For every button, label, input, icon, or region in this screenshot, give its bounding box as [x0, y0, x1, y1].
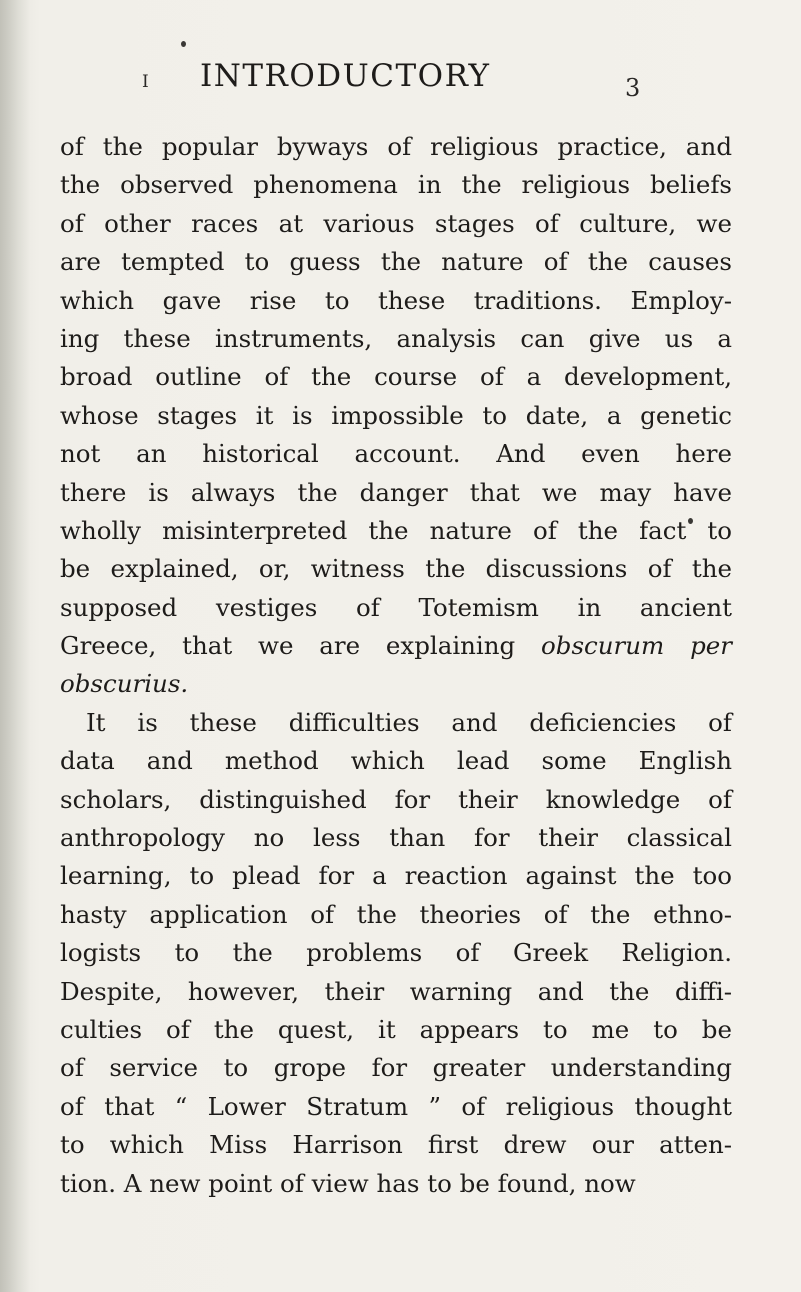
text-line-italic — [60, 665, 732, 703]
gutter-shadow — [0, 0, 30, 1292]
text-line: whose stages it is impossible to date, a genetic — [60, 400, 732, 430]
text-line: there is always the danger that we may have — [60, 477, 732, 507]
text-line: anthropology no less than for their classical — [60, 823, 732, 853]
text-line: which gave rise to these traditions. Employ- — [60, 285, 732, 315]
text-line: not an historical account. And even here — [60, 439, 732, 469]
text-line: supposed vestiges of Totemism in ancient — [60, 592, 732, 622]
page-number: 3 — [625, 74, 641, 102]
chapter-number: I — [142, 72, 149, 92]
text-line-with-italic — [60, 627, 732, 665]
text-line: hasty application of the theories of the ethno- — [60, 899, 732, 929]
text-line: tion. A new point of view has to be found, now — [60, 1168, 636, 1198]
text-line: be explained, or, witness the discussions of the — [60, 554, 732, 584]
text-line: are tempted to guess the nature of the causes — [60, 247, 732, 277]
text-line: of the popular byways of religious practice, and — [60, 132, 732, 161]
text-line: wholly misinterpreted the nature of the fact to — [60, 515, 732, 545]
body-text — [60, 128, 750, 1203]
text-line: culties of the quest, it appears to me to be — [60, 1014, 732, 1044]
text-line: learning, to plead for a reaction against the too — [60, 861, 732, 891]
text-line: Despite, however, their warning and the diffi- — [60, 976, 732, 1006]
text-line: of that “ Lower Stratum ” of religious thought — [60, 1091, 732, 1121]
text-line: scholars, distinguished for their knowledge of — [60, 784, 732, 814]
text-line: logists to the problems of Greek Religion. — [60, 938, 732, 968]
text-line: of other races at various stages of culture, we — [60, 208, 732, 238]
text-line: the observed phenomena in the religious beliefs — [60, 170, 732, 200]
text-line: of service to grope for greater understanding — [60, 1053, 732, 1083]
running-header — [0, 58, 801, 108]
italic-phrase-end: obscurius. — [60, 669, 189, 699]
text-line: broad outline of the course of a development, — [60, 362, 732, 392]
text-line: data and method which lead some English — [60, 746, 732, 776]
paragraph-start-line: It is these difficulties and deficiencies of — [86, 707, 732, 737]
text-line: to which Miss Harrison first drew our atten- — [60, 1130, 732, 1160]
text-line: ing these instruments, analysis can give us a — [60, 323, 732, 353]
italic-phrase: obscurum per — [541, 631, 732, 661]
running-head-title: INTRODUCTORY — [200, 58, 491, 94]
text-segment: Greece, that we are explaining — [60, 631, 516, 661]
print-speck — [181, 41, 186, 47]
